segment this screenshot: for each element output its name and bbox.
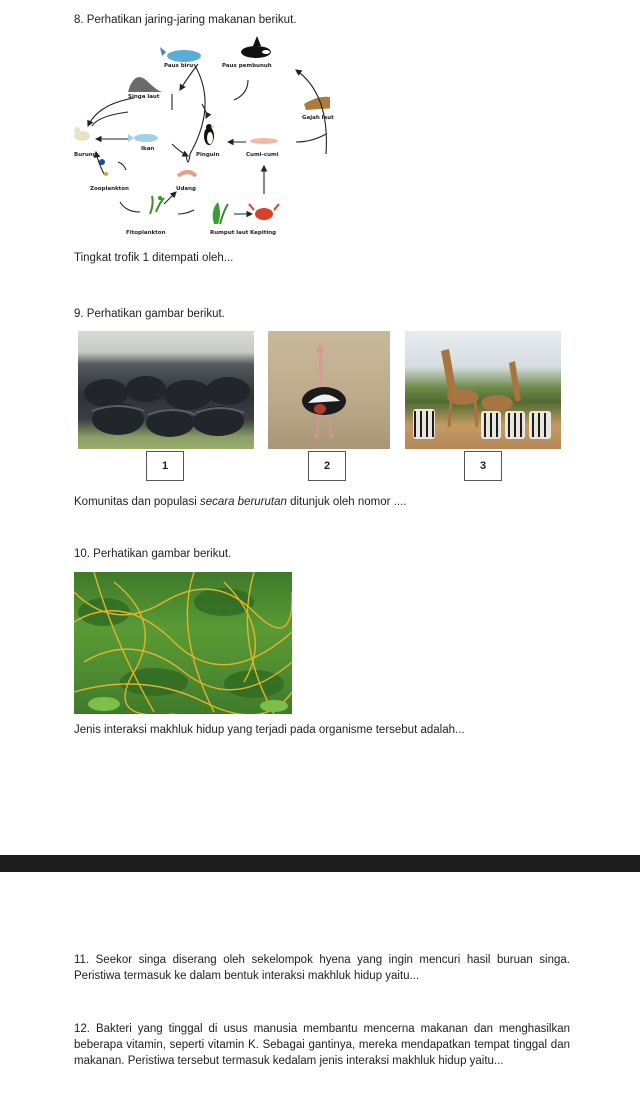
label-burung: Burung xyxy=(74,152,97,158)
bird-icon xyxy=(74,127,90,141)
page-divider-band xyxy=(0,855,640,872)
shrimp-icon xyxy=(178,172,196,176)
q8-question: 8. Perhatikan jaring-jaring makanan berikut. xyxy=(74,14,297,26)
q12-text: 12. Bakteri yang tinggal di usus manusia membantu mencerna makanan dan menghasilkan beberapa vitamin, seperti vitamin K. Sebagai gantinya, mereka mendapatkan tempat tinggal dan makanan. Peristiwa tersebut termasuk kedalam jenis interaksi makhluk hidup yaitu... xyxy=(74,1023,570,1067)
photo-number-1: 1 xyxy=(146,451,184,481)
label-ikan: Ikan xyxy=(141,146,155,152)
crab-icon xyxy=(249,204,279,220)
q8-prompt: Tingkat trofik 1 ditempati oleh... xyxy=(74,252,234,264)
label-zooplankton: Zooplankton xyxy=(90,186,129,192)
squid-icon xyxy=(250,138,278,144)
label-paus-pembunuh: Paus pembunuh xyxy=(222,63,272,69)
q9-prompt: Komunitas dan populasi secara berurutan ditunjuk oleh nomor .... xyxy=(74,496,407,508)
q10-prompt: Jenis interaksi makhluk hidup yang terjadi pada organisme tersebut adalah... xyxy=(74,724,465,736)
label-cumi-cumi: Cumi-cumi xyxy=(246,152,279,158)
q9-prompt-emphasis: secara berurutan xyxy=(199,496,287,508)
food-web-diagram xyxy=(68,34,330,244)
elephant-seal-icon xyxy=(304,97,330,110)
penguin-icon xyxy=(204,124,215,145)
photo-giraffes-zebras xyxy=(405,331,561,449)
label-singa-laut: Singa laut xyxy=(128,94,160,100)
photo-dodder-plant xyxy=(74,572,292,714)
label-udang: Udang xyxy=(176,186,196,192)
q9-question: 9. Perhatikan gambar berikut. xyxy=(74,308,225,320)
sea-lion-icon xyxy=(128,77,162,92)
photo-ostrich xyxy=(268,331,390,449)
fish-icon xyxy=(128,134,158,142)
q11-text: 11. Seekor singa diserang oleh sekelompok hyena yang ingin mencuri hasil buruan singa. Peristiwa termasuk ke dalam bentuk interaksi makhluk hidup yaitu... xyxy=(74,954,570,982)
photo-buffalo-herd xyxy=(78,331,254,449)
seaweed-icon xyxy=(213,202,228,224)
label-kepiting: Kepiting xyxy=(250,230,277,236)
blue-whale-icon xyxy=(160,47,201,62)
label-gajah-laut: Gajah laut xyxy=(302,115,334,121)
photo-number-3: 3 xyxy=(464,451,502,481)
label-pinguin: Pinguin xyxy=(196,152,220,158)
orca-icon xyxy=(241,36,271,58)
label-fitoplankton: Fitoplankton xyxy=(126,230,166,236)
photo-number-2: 2 xyxy=(308,451,346,481)
label-rumput-laut: Rumput laut xyxy=(210,230,249,236)
q10-question: 10. Perhatikan gambar berikut. xyxy=(74,548,232,560)
label-paus-biru: Paus biru xyxy=(164,63,194,69)
phytoplankton-icon xyxy=(150,196,164,214)
